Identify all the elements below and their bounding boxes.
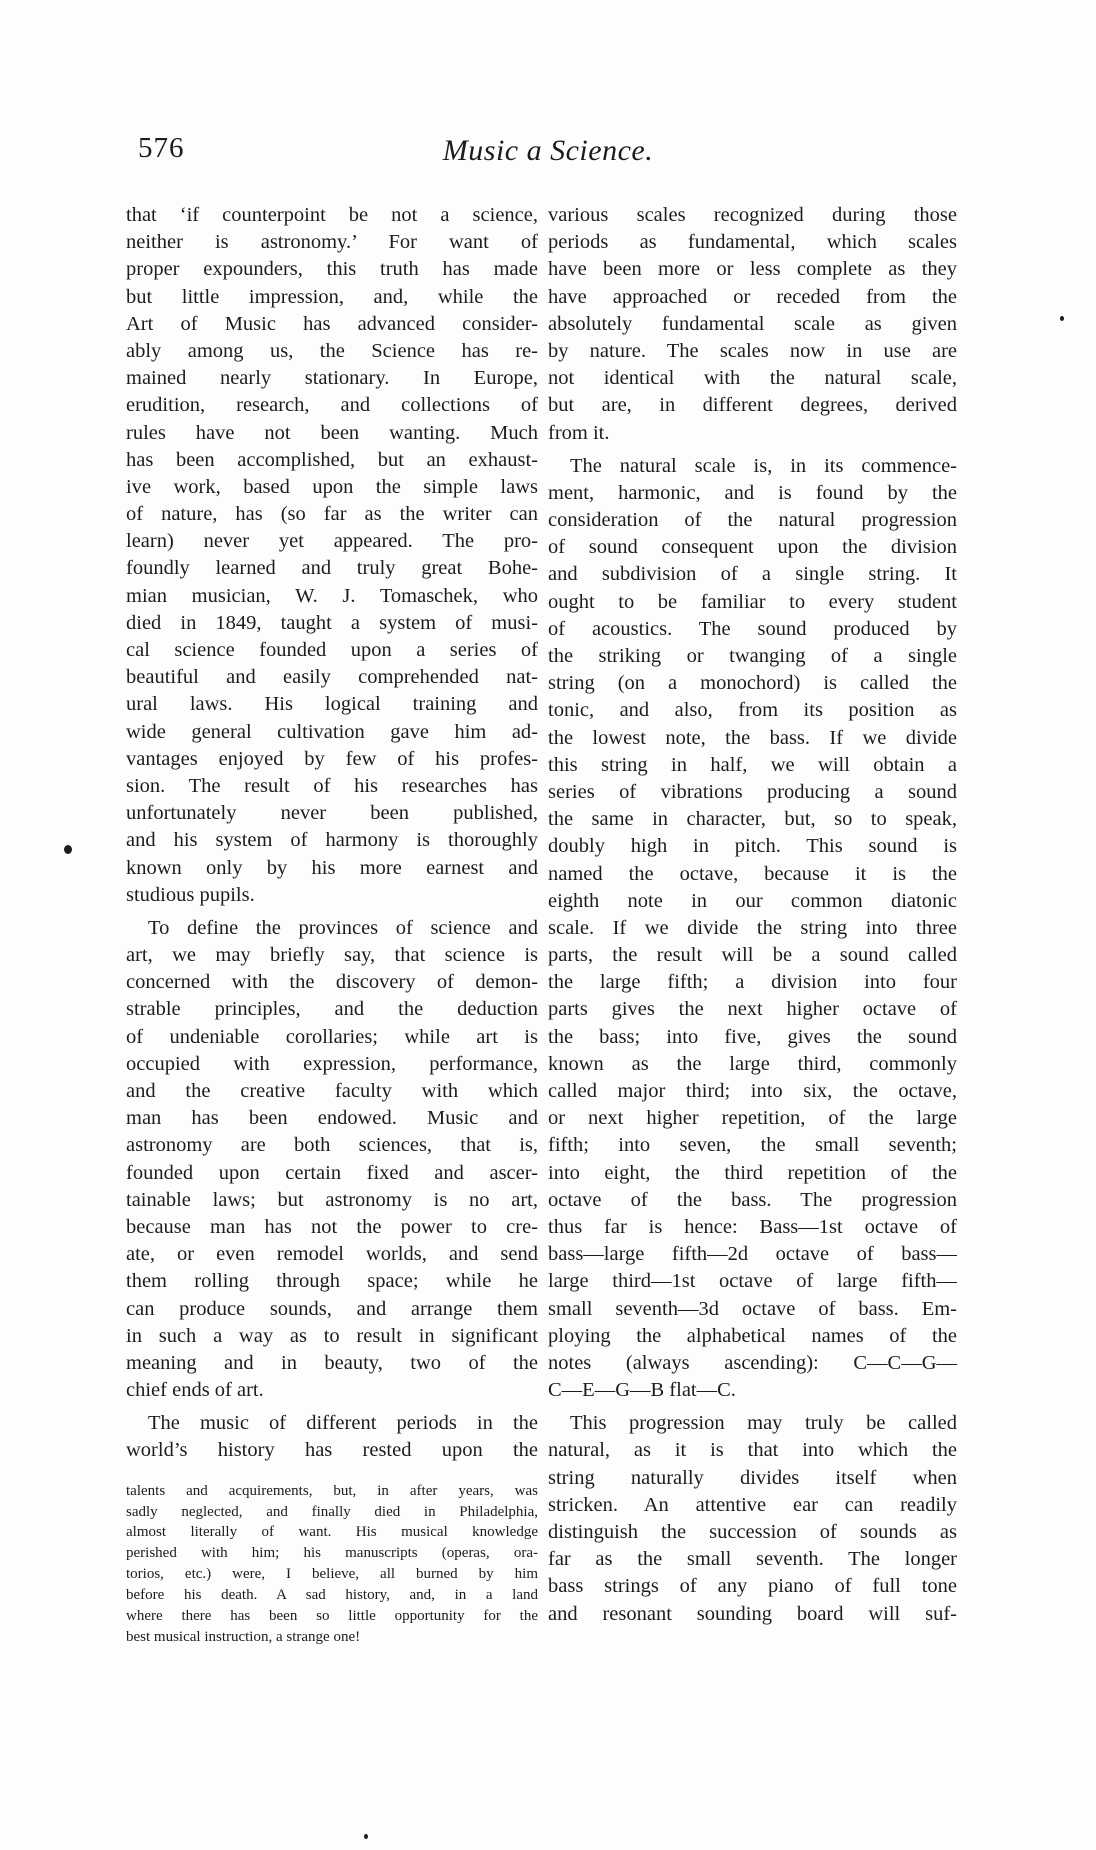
text-line: founded upon certain fixed and ascer- bbox=[126, 1161, 538, 1184]
text-line: of acoustics. The sound produced by bbox=[548, 617, 957, 640]
text-line: erudition, research, and collections of bbox=[126, 394, 538, 417]
text-line: beautiful and easily comprehended nat- bbox=[126, 666, 538, 689]
text-line: thus far is hence: Bass—1st octave of bbox=[548, 1215, 957, 1238]
text-line: bass—large fifth—2d octave of bass— bbox=[548, 1243, 957, 1266]
text-line: consideration of the natural progression bbox=[548, 509, 957, 532]
right-column bbox=[548, 202, 957, 1628]
text-line: not identical with the natural scale, bbox=[548, 367, 957, 390]
footnote-line: talents and acquirements, but, in after years, was bbox=[126, 1482, 538, 1499]
text-line: ought to be familiar to every student bbox=[548, 590, 957, 613]
text-line: mained nearly stationary. In Europe, bbox=[126, 367, 538, 390]
text-line: proper expounders, this truth has made bbox=[126, 258, 538, 281]
text-line: various scales recognized during those bbox=[548, 204, 957, 226]
text-line: known as the large third, commonly bbox=[548, 1052, 957, 1075]
text-line: foundly learned and truly great Bohe- bbox=[126, 557, 538, 580]
text-line: meaning and in beauty, two of the bbox=[126, 1351, 538, 1374]
text-line: this string in half, we will obtain a bbox=[548, 753, 957, 776]
text-line: neither is astronomy.’ For want of bbox=[126, 231, 538, 254]
text-line: world’s history has rested upon the bbox=[126, 1439, 538, 1462]
text-line: eighth note in our common diatonic bbox=[548, 889, 957, 912]
text-line: ploying the alphabetical names of the bbox=[548, 1324, 957, 1347]
text-line: because man has not the power to cre- bbox=[126, 1215, 538, 1238]
text-line: natural, as it is that into which the bbox=[548, 1439, 957, 1462]
footnote-line: perished with him; his manuscripts (operas, ora- bbox=[126, 1545, 538, 1562]
text-line: but little impression, and, while the bbox=[126, 285, 538, 308]
text-line: that ‘if counterpoint be not a science, bbox=[126, 204, 538, 226]
footnote bbox=[126, 1481, 538, 1648]
footnote-line: torios, etc.) were, I believe, all burned by him bbox=[126, 1566, 538, 1583]
margin-dot bbox=[364, 1834, 368, 1839]
text-line: absolutely fundamental scale as given bbox=[548, 312, 957, 335]
text-line: the lowest note, the bass. If we divide bbox=[548, 726, 957, 749]
text-line: sion. The result of his researches has bbox=[126, 774, 538, 797]
text-line: ural laws. His logical training and bbox=[126, 693, 538, 716]
text-line: the striking or twanging of a single bbox=[548, 645, 957, 667]
text-line: distinguish the succession of sounds as bbox=[548, 1521, 957, 1543]
text-line: string (on a monochord) is called the bbox=[548, 672, 957, 695]
text-line: bass strings of any piano of full tone bbox=[548, 1575, 957, 1598]
text-line: from it. bbox=[548, 421, 610, 444]
text-line: notes (always ascending): C—C—G— bbox=[548, 1351, 957, 1374]
text-line: and subdivision of a single string. It bbox=[548, 563, 957, 586]
text-line: wide general cultivation gave him ad- bbox=[126, 720, 538, 743]
text-line: of nature, has (so far as the writer can bbox=[126, 503, 538, 526]
running-title: Music a Science. bbox=[442, 134, 654, 167]
text-line: have approached or receded from the bbox=[548, 285, 957, 308]
text-line: occupied with expression, performance, bbox=[126, 1052, 538, 1075]
text-line: strable principles, and the deduction bbox=[126, 998, 538, 1021]
text-line: them rolling through space; while he bbox=[126, 1270, 538, 1293]
text-line: and his system of harmony is thoroughly bbox=[126, 829, 538, 852]
text-line: but are, in different degrees, derived bbox=[548, 394, 957, 417]
text-line: periods as fundamental, which scales bbox=[548, 231, 957, 254]
footnote-line: almost literally of want. His musical knowledge bbox=[126, 1524, 538, 1541]
text-line: large third—1st octave of large fifth— bbox=[548, 1270, 957, 1293]
text-line: Art of Music has advanced consider- bbox=[126, 312, 538, 335]
text-line: tonic, and also, from its position as bbox=[548, 699, 957, 722]
text-line: into eight, the third repetition of the bbox=[548, 1161, 957, 1184]
margin-dot bbox=[1060, 316, 1064, 321]
text-line: stricken. An attentive ear can readily bbox=[548, 1493, 957, 1516]
text-line: small seventh—3d octave of bass. Em- bbox=[548, 1297, 957, 1320]
text-line: ive work, based upon the simple laws bbox=[126, 475, 538, 498]
text-line: and resonant sounding board will suf- bbox=[548, 1602, 957, 1625]
text-line: named the octave, because it is the bbox=[548, 862, 957, 885]
text-line: octave of the bass. The progression bbox=[548, 1188, 957, 1211]
text-line: To define the provinces of science and bbox=[148, 916, 538, 939]
text-line: the same in character, but, so to speak, bbox=[548, 808, 957, 831]
text-line: by nature. The scales now in use are bbox=[548, 339, 957, 362]
text-line: of sound consequent upon the division bbox=[548, 536, 957, 559]
text-line: rules have not been wanting. Much bbox=[126, 421, 538, 444]
text-line: fifth; into seven, the small seventh; bbox=[548, 1134, 957, 1157]
text-line: doubly high in pitch. This sound is bbox=[548, 835, 957, 858]
text-line: ate, or even remodel worlds, and send bbox=[126, 1243, 538, 1266]
text-line: or next higher repetition, of the large bbox=[548, 1107, 957, 1130]
footnote-line: where there has been so little opportunity for the bbox=[126, 1607, 538, 1624]
page-number: 576 bbox=[138, 132, 185, 164]
text-line: scale. If we divide the string into three bbox=[548, 916, 957, 939]
text-line: called major third; into six, the octave, bbox=[548, 1080, 957, 1102]
text-line: art, we may briefly say, that science is bbox=[126, 944, 538, 967]
text-line: parts, the result will be a sound called bbox=[548, 944, 957, 967]
text-line: unfortunately never been published, bbox=[126, 802, 538, 825]
text-line: series of vibrations producing a sound bbox=[548, 780, 957, 803]
text-line: have been more or less complete as they bbox=[548, 258, 957, 281]
text-line: can produce sounds, and arrange them bbox=[126, 1297, 538, 1320]
text-line: has been accomplished, but an exhaust- bbox=[126, 448, 538, 471]
margin-dot bbox=[64, 845, 72, 854]
text-line: cal science founded upon a series of bbox=[126, 639, 538, 661]
text-line: far as the small seventh. The longer bbox=[548, 1548, 957, 1571]
text-line: concerned with the discovery of demon- bbox=[126, 971, 538, 994]
text-line: tainable laws; but astronomy is no art, bbox=[126, 1188, 538, 1211]
text-line: C—E—G—B flat—C. bbox=[548, 1379, 736, 1402]
text-line: ably among us, the Science has re- bbox=[126, 339, 538, 362]
footnote-line: sadly neglected, and finally died in Philadelphia, bbox=[126, 1503, 538, 1520]
text-line: chief ends of art. bbox=[126, 1379, 264, 1402]
text-line: parts gives the next higher octave of bbox=[548, 998, 957, 1021]
left-column bbox=[126, 202, 538, 1648]
text-line: the large fifth; a division into four bbox=[548, 971, 957, 994]
text-line: studious pupils. bbox=[126, 883, 255, 906]
footnote-line: best musical instruction, a strange one! bbox=[126, 1628, 361, 1645]
text-line: died in 1849, taught a system of musi- bbox=[126, 611, 538, 634]
text-line: string naturally divides itself when bbox=[548, 1466, 957, 1489]
text-line: The natural scale is, in its commence- bbox=[570, 454, 957, 477]
text-line: The music of different periods in the bbox=[148, 1412, 538, 1435]
text-line: learn) never yet appeared. The pro- bbox=[126, 530, 538, 553]
text-line: known only by his more earnest and bbox=[126, 856, 538, 879]
text-line: vantages enjoyed by few of his profes- bbox=[126, 747, 538, 770]
footnote-line: before his death. A sad history, and, in a land bbox=[126, 1587, 538, 1604]
text-line: astronomy are both sciences, that is, bbox=[126, 1134, 538, 1157]
text-line: of undeniable corollaries; while art is bbox=[126, 1025, 538, 1048]
text-line: man has been endowed. Music and bbox=[126, 1107, 538, 1130]
text-line: in such a way as to result in significant bbox=[126, 1324, 538, 1347]
text-line: ment, harmonic, and is found by the bbox=[548, 481, 957, 504]
text-line: mian musician, W. J. Tomaschek, who bbox=[126, 584, 538, 607]
text-line: the bass; into five, gives the sound bbox=[548, 1025, 957, 1048]
text-line: This progression may truly be called bbox=[570, 1412, 957, 1435]
text-line: and the creative faculty with which bbox=[126, 1080, 538, 1102]
